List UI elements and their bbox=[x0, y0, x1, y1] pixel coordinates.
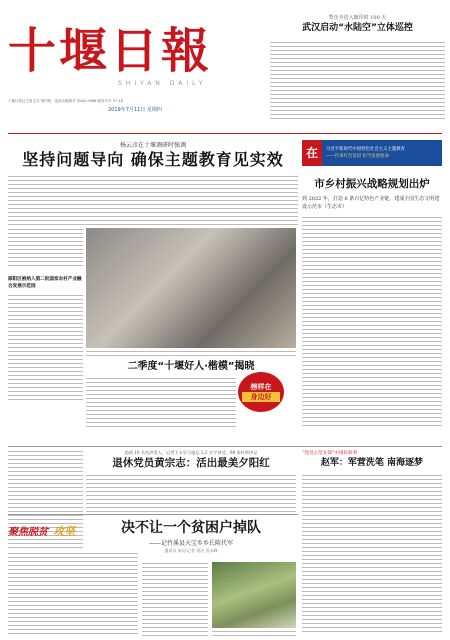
bottom-divider bbox=[8, 514, 298, 515]
top-right-story bbox=[270, 14, 445, 132]
left-column bbox=[8, 228, 83, 402]
right-lower-story bbox=[302, 450, 442, 636]
side-body bbox=[302, 216, 442, 426]
photo-caption bbox=[86, 350, 296, 358]
bottom-story-byline: 通讯员 张珂 记者 刘洁 田永峰 bbox=[164, 548, 218, 553]
left-column-body-top bbox=[8, 228, 83, 268]
masthead bbox=[8, 22, 213, 132]
badge-line1: 榜样在 bbox=[250, 383, 272, 391]
left-box-title: 郧阳区被纳入第二批国家农村产业融合发展示范园 bbox=[8, 277, 82, 289]
obituary-headline: 退休党员黄宗志：活出最美夕阳红 bbox=[112, 457, 270, 469]
section-divider bbox=[8, 446, 442, 447]
top-right-kicker: 警企齐进入额印时 100 天 bbox=[328, 15, 387, 21]
obituary-story bbox=[86, 450, 296, 510]
village-photo bbox=[212, 562, 296, 628]
role-model-badge bbox=[238, 372, 284, 412]
bottom-mid-body bbox=[142, 562, 208, 636]
poverty-logo bbox=[8, 520, 83, 548]
side-column bbox=[302, 140, 442, 440]
village-photo-caption bbox=[212, 630, 296, 636]
poverty-logo-line2: 攻坚 bbox=[53, 525, 76, 538]
top-right-body bbox=[270, 41, 445, 119]
side-kicker: 习近平新时代中国特色社会主义主题教育 bbox=[326, 147, 406, 152]
side-headline: 市乡村振兴战略规划出炉 bbox=[314, 178, 430, 190]
masthead-pinyin: SHIYAN DAILY bbox=[118, 80, 207, 87]
poverty-logo-line1: 聚焦脱贫 bbox=[8, 527, 48, 538]
mid-story-headline: 二季度“十堰好人·楷模”揭晓 bbox=[127, 361, 255, 372]
bottom-left-body bbox=[8, 552, 138, 636]
bottom-story-subhead: ——记竹溪县天宝乡乡长陈代军 bbox=[148, 540, 233, 547]
masthead-title: 十堰日報 bbox=[8, 23, 213, 79]
main-story-kicker: 杨云彦在十堰调研时强调 bbox=[119, 142, 186, 149]
mid-story-body bbox=[86, 377, 236, 429]
obituary-body bbox=[86, 474, 296, 512]
main-story-headline: 坚持问题导向 确保主题教育见实效 bbox=[22, 150, 284, 169]
right-lower-headline: 赵军：军营洗笔 南海逐梦 bbox=[320, 458, 424, 468]
left-column-body bbox=[8, 294, 83, 402]
side-banner bbox=[302, 140, 442, 166]
right-lower-body bbox=[302, 474, 442, 634]
side-badge: 在 bbox=[302, 140, 322, 166]
bottom-story-headline: 决不让一个贫困户掉队 bbox=[121, 520, 261, 536]
main-story-body bbox=[8, 175, 298, 225]
masthead-meta: 十堰日报社主管主办 国内统一连续出版物号 CN42-0066 邮发代号 37-18 bbox=[8, 99, 123, 103]
top-right-headline: 武汉启动“水陆空”立体巡控 bbox=[302, 23, 413, 33]
obituary-kicker: 追颂 10 名抗洪老人，记者下水学习笔记 3.2 万字讲述，98 本村带讲记 bbox=[124, 450, 258, 455]
side-slogan: ——传承红色基因 担当发展使命 bbox=[326, 154, 389, 159]
side-subhead: 到 2022 年，打造 6 条百亿特色产业链，建成全国生态文明建设示范市（生态市） bbox=[302, 196, 440, 210]
masthead-rule bbox=[8, 133, 442, 134]
masthead-date: 2019年7月11日 星期四 bbox=[108, 107, 162, 113]
badge-line2: 身边好 bbox=[242, 392, 280, 402]
right-lower-kicker: “党员示范先锋”中国好故事 bbox=[302, 451, 358, 456]
factory-workers-photo bbox=[86, 228, 296, 348]
